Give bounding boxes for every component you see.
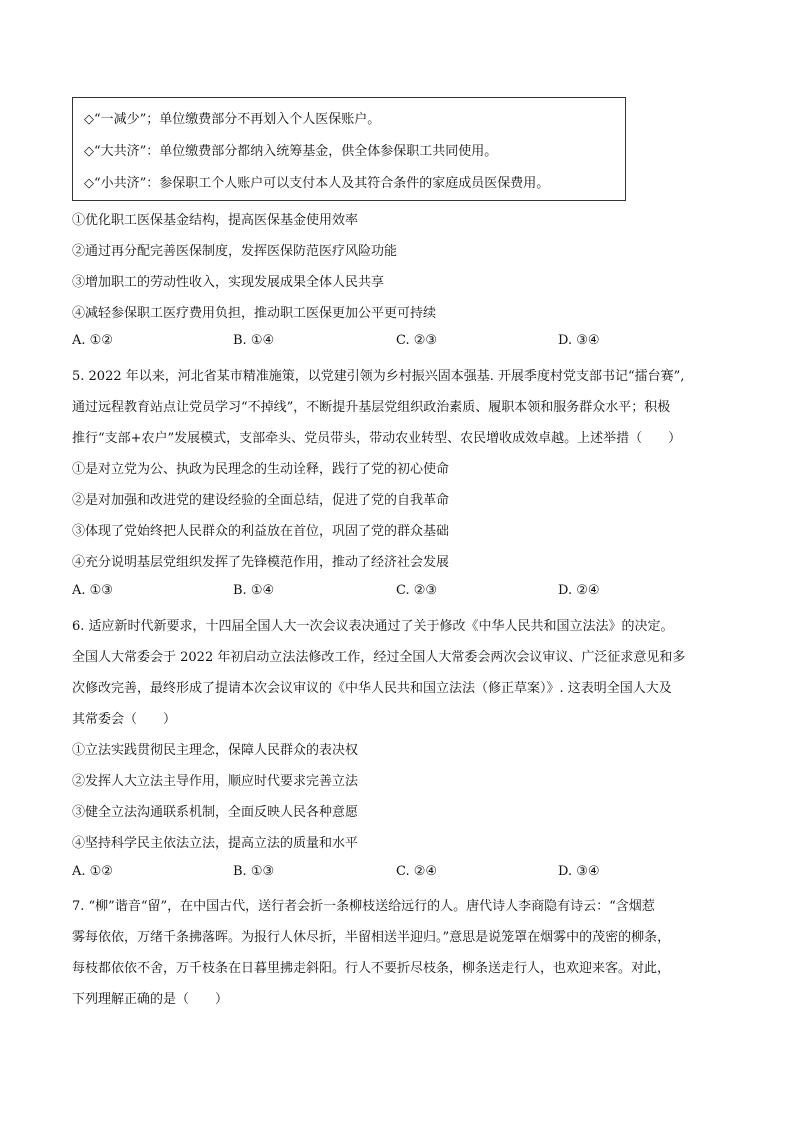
q4-option-d[interactable]: D. ③④ — [558, 333, 600, 348]
q7-stem-line-3: 每枝都依依不舍，万千枝条在日暮里拂走斜阳。行人不要折尽枝条，柳条送走行人，也欢迎来客。对此， — [72, 961, 671, 976]
q7-stem-line-1: 7. “柳”谐音“留”，在中国古代，送行者会折一条柳枝送给远行的人。唐代诗人李商隐有诗云：“含烟惹 — [72, 899, 655, 914]
q6-option-b[interactable]: B. ①③ — [233, 864, 275, 879]
policy-box — [72, 97, 626, 201]
q6-statement-1: ①立法实践贯彻民主理念，保障人民群众的表决权 — [72, 743, 359, 758]
q4-statement-4: ④减轻参保职工医疗费用负担，推动职工医保更加公平更可持续 — [72, 306, 437, 321]
q6-stem-line-2: 全国人大常委会于 2022 年初启动立法法修改工作，经过全国人大常委会两次会议审议、广泛征求意见和多 — [72, 650, 686, 665]
q4-statement-3: ③增加职工的劳动性收入，实现发展成果全体人民共享 — [72, 275, 385, 290]
q6-stem-line-3: 次修改完善，最终形成了提请本次会议审议的《中华人民共和国立法法（修正草案）》. 这表明全国人大及 — [72, 681, 672, 696]
q5-statement-3: ③体现了党始终把人民群众的利益放在首位，巩固了党的群众基础 — [72, 524, 450, 539]
box-item-2: ◇“大共济”：单位缴费部分都纳入统筹基金，供全体参保职工共同使用。 — [84, 144, 498, 159]
q4-option-a[interactable]: A. ①② — [72, 333, 113, 348]
q4-statement-1: ①优化职工医保基金结构，提高医保基金使用效率 — [72, 213, 359, 228]
q5-option-c[interactable]: C. ②③ — [396, 583, 438, 598]
box-item-1: ◇“一减少”；单位缴费部分不再划入个人医保账户。 — [84, 112, 381, 127]
q7-stem-line-4: 下列理解正确的是（ ） — [72, 992, 229, 1007]
q7-stem-line-2: 雾每依依，万绪千条拂落晖。为报行人休尽折，半留相送半迎归。”意思是说笼罩在烟雾中的茂密的柳条， — [72, 930, 671, 945]
q5-statement-2: ②是对加强和改进党的建设经验的全面总结，促进了党的自我革命 — [72, 493, 450, 508]
q6-statement-3: ③健全立法沟通联系机制，全面反映人民各种意愿 — [72, 805, 359, 820]
q5-option-b[interactable]: B. ①④ — [233, 583, 275, 598]
q6-stem-line-4: 其常委会（ ） — [72, 712, 177, 727]
q5-option-a[interactable]: A. ①③ — [72, 583, 113, 598]
q5-stem-line-1: 5. 2022 年以来，河北省某市精准施策，以党建引领为乡村振兴固本强基. 开展季度村党支部书记“擂台赛”, — [72, 369, 685, 384]
q4-statement-2: ②通过再分配完善医保制度，发挥医保防范医疗风险功能 — [72, 244, 398, 259]
q5-stem-line-3: 推行“支部+农户”发展模式，支部牵头、党员带头，带动农业转型、农民增收成效卓越。上述举措（ ） — [72, 431, 682, 446]
box-item-3: ◇“小共济”：参保职工个人账户可以支付本人及其符合条件的家庭成员医保费用。 — [84, 176, 550, 191]
q5-statement-1: ①是对立党为公、执政为民理念的生动诠释，践行了党的初心使命 — [72, 462, 450, 477]
q6-option-a[interactable]: A. ①② — [72, 864, 113, 879]
q5-option-d[interactable]: D. ②④ — [558, 583, 600, 598]
q4-option-b[interactable]: B. ①④ — [233, 333, 275, 348]
q5-stem-line-2: 通过远程教育站点让党员学习“不掉线”，不断提升基层党组织政治素质、履职本领和服务群众水平；积极 — [72, 400, 671, 415]
q6-statement-4: ④坚持科学民主依法立法，提高立法的质量和水平 — [72, 836, 359, 851]
q6-stem-line-1: 6. 适应新时代新要求，十四届全国人大一次会议表决通过了关于修改《中华人民共和国立法法》的决定。 — [72, 619, 674, 634]
q5-statement-4: ④充分说明基层党组织发挥了先锋模范作用，推动了经济社会发展 — [72, 555, 450, 570]
q6-option-c[interactable]: C. ②④ — [396, 864, 438, 879]
q4-option-c[interactable]: C. ②③ — [396, 333, 438, 348]
q6-option-d[interactable]: D. ③④ — [558, 864, 600, 879]
q6-statement-2: ②发挥人大立法主导作用，顺应时代要求完善立法 — [72, 774, 359, 789]
